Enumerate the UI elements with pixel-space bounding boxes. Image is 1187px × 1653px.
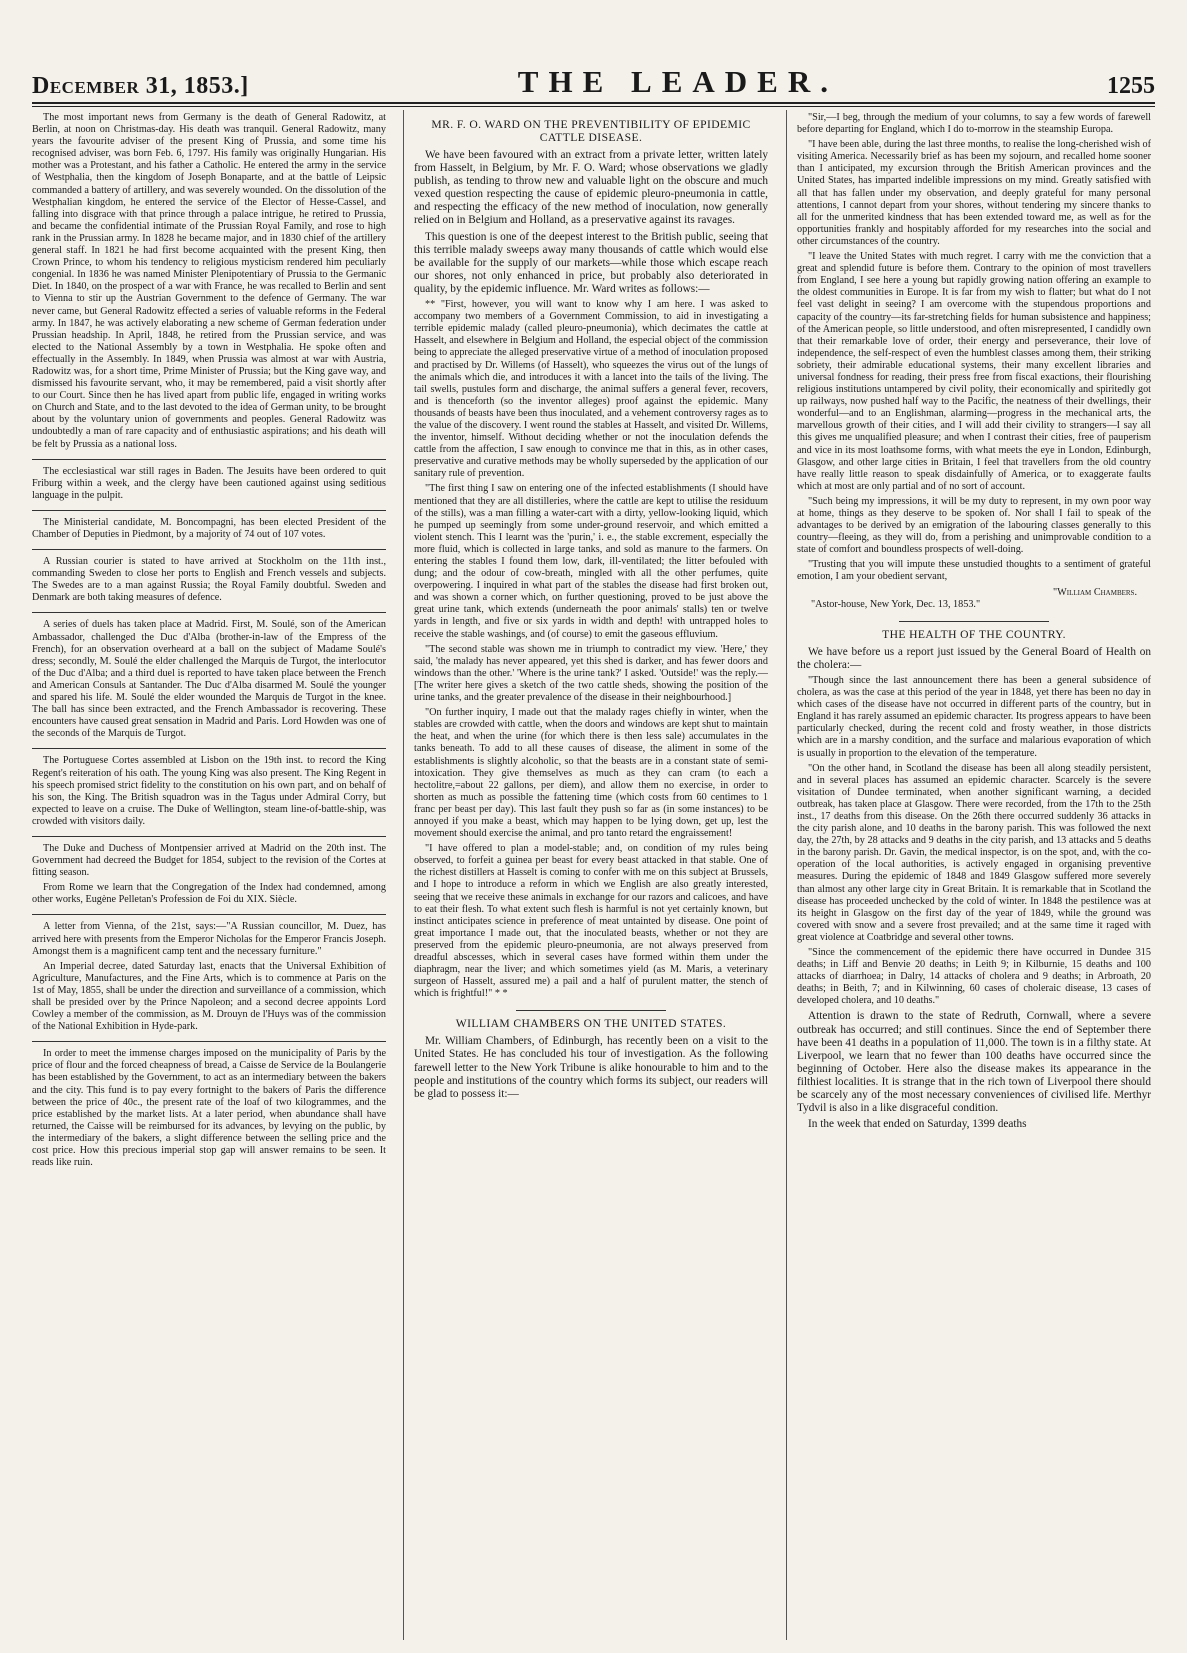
health-quote: "Since the commencement of the epidemic there have occurred in Dundee 315 deaths; in Liff and Benvie 20 deaths; in Leith 9; in Kilburnie, 15 deaths and 100 attacks of diarrhoea; in Dalry, 14 attacks of cholera and 9 deaths; in Arbroath, 20 deaths; in Beith, 7; and in Kilwinning, 60 cases of choleraic disease, 13 cases of developed cholera, and 10 deaths." — [797, 947, 1151, 1007]
section-divider — [899, 621, 1049, 622]
health-quote: "On the other hand, in Scotland the disease has been all along steadily persistent, and in several places has assumed an epidemic character. Scarcely is the severe visitation of Dundee terminated, when another significant warning, a decided outbreak, has taken place at Glasgow. There were recorded, from the 17th to the 25th inst., 17 deaths from this disease. On the 26th there occurred suddenly 36 attacks in the city parish alone, and 10 deaths in the barony parish. This was followed the next day, the 27th, by 28 attacks and 9 deaths in the city parish, and 13 attacks and 5 deaths in the barony parish. Dr. Gavin, the medical inspector, is on the spot, and, with the co-operation of the local authorities, is actively engaged in organising preventive measures. During the epidemic of 1848 and 1849 Glasgow suffered more severely than almost any other large city in Great Britain. It is remarkable that in Scotland the disease has proceeded unchecked by the cold of winter. In 1848 the pestilence was at its height in Glasgow on the first day of the year of 1849, while the ground was covered with snow and a severe frost prevailed; and at the same time it raged with great violence at Coatbridge and several other towns. — [797, 762, 1151, 943]
cattle-quote: "I have offered to plan a model-stable; and, on condition of my rules being observed, to forfeit a guinea per beast for every beast attacked in that stable. One of the richest distillers at Hasselt is coming to confer with me on this subject at Brussels, and I hope to introduce a reform in which we English are also greatly interested, seeing that we receive these animals in exchange for our razors and calicoes, and have to eat their flesh. To what extent such flesh is harmful is not yet certainly known, but instinct anticipates science in preference of meat untainted by disease. One point of great importance I made out, that the inoculated beasts, whether or not they are preserved from the epidemic pleuro-pneumonia, are not always preserved from dreadful abscesses, which in several cases have formed within them under the diaphragm, near the liver; and which sometimes yield (as M. Maris, a veterinary surgeon of Hasselt, assured me) a pail and a half of purulent matter, the stench of which is frightful!" * * — [414, 843, 768, 1000]
health-intro: We have before us a report just issued by the General Board of Health on the cholera:— — [797, 645, 1151, 671]
column-3 — [797, 112, 1151, 1637]
article-piedmont: The Ministerial candidate, M. Boncompagni, has been elected President of the Chamber of Deputies in Piedmont, by a majority of 74 out of 107 votes. — [32, 510, 386, 541]
health-paragraph: Attention is drawn to the state of Redruth, Cornwall, where a severe outbreak has occurred; and still continues. Since the end of September there have been 41 deaths in a population of 11,000. The town is in a filthy state. At Liverpool, we learn that no fewer than 100 deaths have occurred since the beginning of October. Here also the disease makes its appearance in the filthiest localities. It is strange that in the rich town of Liverpool there should be scarcely any of the most necessary conveniences of civilised life. Merthyr Tydvil is also in a like disgraceful condition. — [797, 1010, 1151, 1115]
column-2 — [414, 112, 768, 1637]
chambers-intro: Mr. William Chambers, of Edinburgh, has recently been on a visit to the United States. He has concluded his tour of investigation. As the following farewell letter to the New York Tribune is alike honourable to him and to the people and institutions of the country which forms its subject, our readers will be glad to possess it:— — [414, 1035, 768, 1100]
cattle-intro: We have been favoured with an extract from a private letter, written lately from Hasselt, in Belgium, by Mr. F. O. Ward; whose observations we gladly publish, as tending to throw new and valuable light on the obscure and much vexed question respecting the cause of epidemic pleuro-pneumonia in cattle, and respecting the efficacy of the new method of inoculation, now generally relied on in Belgium and Holland, as a preservative against its ravages. — [414, 149, 768, 227]
headline-cattle-disease: MR. F. O. WARD ON THE PREVENTIBILITY OF EPIDEMIC CATTLE DISEASE. — [431, 118, 751, 144]
cattle-paragraph: This question is one of the deepest interest to the British public, seeing that this terrible malady sweeps away many thousands of cattle which would else be available for the supply of our markets—while those which escape reach our shores, not only enhanced in price, but probably also deteriorated in quality, by the epidemic influence. Mr. Ward writes as follows:— — [414, 230, 768, 295]
health-paragraph: In the week that ended on Saturday, 1399 deaths — [808, 1118, 1027, 1131]
masthead — [32, 60, 1155, 100]
column-divider — [786, 110, 787, 1640]
article-stockholm: A Russian courier is stated to have arrived at Stockholm on the 11th inst., commanding Sweden to close her ports to English and French vessels and subjects. The Swedes are to a man against Russia; the Royal Family doubtful. Sweden and Denmark are both taking measures of defence. — [32, 549, 386, 604]
article-paris-bread: In order to meet the immense charges imposed on the municipality of Paris by the price of flour and the forced cheapness of bread, a Caisse de Service de la Boulangerie has been established by the Government, to act as an intermediary between the bakers and the city. This fund is to pay every fortnight to the bakers of Paris the difference between the price of 40c., the present rate of the loaf of two kilogrammes, and the price established by the market lists. At a later period, when abundance shall have returned, the Caisse will be reimbursed for its advances, by levying on the public, by the intermediary of the bakers, a slight difference between the selling price and the cost price. How this precious imperial stop gap will answer remains to be seen. It reads like ruin. — [32, 1041, 386, 1169]
page-number: 1255 — [1106, 73, 1155, 99]
cattle-quote: ** "First, however, you will want to know why I am here. I was asked to accompany two members of a Government Commission, to aid in investigating a terrible epidemic malady (called pleuro-pneumonia), which decimates the cattle at Hasselt, and elsewhere in Belgium and Holland, the especial object of the commission being to appreciate the alleged preservative virtue of a method of inoculation proposed and practised by Dr. Willems (of Hasselt), who squeezes the virus out of the lungs of the animals which die, and introduces it with a lancet into the tails of the living. The tail swells, pustules form and discharge, the animal suffers a general fever, recovers, and is thenceforth (so the inventor alleges) proof against the epidemic. Many thousands of beasts have been thus inoculated, and a vehement controversy rages as to the value of the discovery. I went round the stables at Hasselt, and visited Dr. Willems, the inventor, himself. Without deciding whether or not the inoculation defends the cattle from the affection, I saw enough to convince me that in this, as in other cases, preservative and curative methods may be wholly superseded by the application of our sanitary rule of prevention. — [414, 299, 768, 480]
headline-health: THE HEALTH OF THE COUNTRY. — [882, 627, 1066, 641]
cattle-quote: "The second stable was shown me in triumph to contradict my view. 'Here,' they said, 'the malady has never appeared, yet this shed is darker, and has fewer doors and windows than the other.' 'Where is the urine tank?' I asked. 'Outside!' was the reply.—[The writer here gives a sketch of the two cattle sheds, showing the position of the urine tanks, and the greater prevalence of the disease in their neighbourhood.] — [414, 643, 768, 704]
article-baden: The ecclesiastical war still rages in Baden. The Jesuits have been ordered to quit Friburg within a week, and the clergy have been cautioned against using seditious language in the pulpit. — [32, 459, 386, 502]
article-vienna: A letter from Vienna, of the 21st, says:—"A Russian councillor, M. Duez, has arrived here with presents from the Emperor Nicholas for the Emperor Francis Joseph. Amongst them is a magnificent camp tent and the necessary furniture." — [32, 914, 386, 957]
column-1 — [32, 112, 386, 1637]
article-radowitz: The most important news from Germany is the death of General Radowitz, at Berlin, at noon on Christmas-day. His death was tranquil. General Radowitz, many years the favourite adviser of the present King of Prussia, and some time his recognised adviser, was born Feb. 6, 1797. His family was originally Hungarian. His mother was a Protestant, and his father a Catholic. He entered the army in the service of Westphalia, then the kingdom of Joseph Bonaparte, and at the battle of Leipsic commanded a battery of artillery, and was severely wounded. On the dissolution of the Westphalian kingdom, he entered the service of the Elector of Hesse-Cassel, and falling into disgrace with that prince through a palace intrigue, he retired to Prussia, and became the confidential intimate of the Prussian Royal Family, and rose to high rank in the Prussian army. In 1828 he became major, and in 1830 chief of the artillery general staff. In 1821 he had first become acquainted with the present King, then Crown Prince, to whom his tendency to religious mysticism rendered him peculiarly congenial. In 1836 he was named Minister Plenipotentiary of Prussia to the Germanic Diet. In 1840, on the prospect of a war with France, he was recalled to Berlin and sent to Vienna to stir up the Austrian Government to the defence of Germany. The war never came, but General Radowitz effected a series of valuable reforms in the Federal army. In 1847, he was actively elaborating a new scheme of German federation under Prussian headship. In April, 1848, he retired from the Prussian service, and was elected to the National Assembly by a town in Westphalia. He spoke often and effectually in the Assembly. In 1849, when Prussia was almost at war with Austria, Radowitz was, for a short time, Prime Minister of Prussia; but the King gave way, and dismissed his favourite servant, who, it may be remembered, paid a visit shortly after to our Court. Since then he has lived apart from public life, engaged in writing works on Church and State, and to the last devoted to the idea of German unity, to be brought about by the voluntary union of governments and peoples. General Radowitz was undoubtedly a man of rare capacity and of enthusiastic aspirations; and his death will be felt by Prussia as a national loss. — [32, 112, 386, 450]
headline-chambers: WILLIAM CHAMBERS ON THE UNITED STATES. — [455, 1017, 727, 1031]
article-portuguese-cortes: The Portuguese Cortes assembled at Lisbon on the 19th inst. to record the King Regent's reiteration of his oath. The young King was also present. The King Regent in his speech promised strict fidelity to the constitution on his own part, and on behalf of his son, the King. The British squadron was in the Tagus under Admiral Corry, but expected to leave on a cruise. The Duke of Wellington, steam line-of-battle-ship, was crowded with visitors daily. — [32, 748, 386, 828]
cattle-quote: "On further inquiry, I made out that the malady rages chiefly in winter, when the stables are crowded with cattle, when the doors and windows are kept shut to maintain the heat, and when the urine (for which there is then less sale) accumulates in the tanks beneath. To add to all these causes of disease, the aliment in some of the establishments is slightly alcoholic, so that the beasts are in a constant state of semi-intoxication. They give themselves as much as they can cram (to each a hectolitre,=about 22 gallons, per diem), and allow them no exercise, in order to shorten as much as possible the fattening time (which costs from 60 centimes to 1 franc per beast per day). This last fault they push so far as (in some instances) to be annoyed if you make a beast, which may happen to be lying down, get up, lest the movement should exercise the animal, and pro tanto retard the engraissement! — [414, 707, 768, 840]
letter-paragraph: "I have been able, during the last three months, to realise the long-cherished wish of visiting America. Necessarily brief as has been my sojourn, and recalled home sooner than I anticipated, my excursion through the British American provinces and the United States, has imparted indelible impressions on my mind. Greatly satisfied with all that has fallen under my observation, and deeply grateful for many personal attentions, I cannot depart from your shores, without tendering my sincere thanks to all for the unmerited kindness that has been extended toward me, as well as for the opportunities frankly and hospitably afforded for my researches into the social and other circumstances of the country. — [797, 139, 1151, 247]
cattle-quote: "The first thing I saw on entering one of the infected establishments (I should have mentioned that they are all distilleries, where the cattle are kept to utilise the residuum of the stills), was a man filling a water-cart with a dirty, yellow-looking liquid, which he pumped up seemingly from some under-ground reservoir, and which emitted a violent stench. This I learnt was the 'purin,' i. e., the stable excrement, especially the more fluid, which is collected in large tanks, and sold as manure to the farmers. On entering the stables I found them low, dark, ill-ventilated; the litter befouled with dung; and the odour of cow-breath, mingled with all the other perfumes, quite overpowering. I inquired in what part of the stables the disease had first broken out, and was shown a corner which, on further questioning, proved to be just above the great urine tank, which extends (underneath the poor animals' stalls) ten or twelve yards in length, and five or six yards in width and depth! with untrapped holes to receive the stable washings, and (of course) to emit the gaseous effluvium. — [414, 483, 768, 640]
article-exhibition-decree: An Imperial decree, dated Saturday last, enacts that the Universal Exhibition of Agriculture, Manufactures, and the Fine Arts, which is to commence at Paris on the 1st of May, 1855, shall be under the direction and surveillance of a commission, which shall be presided over by the Prince Napoleon; and a second decree appoints Lord Cowley a member of the commission, as M. Drouyn de l'Huys was of the commission of the National Exhibition in Hyde-park. — [32, 960, 386, 1033]
letter-signature: "William Chambers. — [1053, 586, 1137, 598]
masthead-rule-thick — [32, 102, 1155, 104]
health-quote: "Though since the last announcement there has been a general subsidence of cholera, as was the case at this period of the year in 1848, yet there has been no day in which cases of the disease have not occurred in different parts of the country, but in England it has rarely assumed an epidemic character. Its progress appears to have been particularly checked, during the recent cold and frosty weather, in those districts which are in a marshy condition, and the surface and malarious evaporation of which is usually in proportion to the elevation of the temperature. — [797, 674, 1151, 759]
article-madrid-duels: A series of duels has taken place at Madrid. First, M. Soulé, son of the American Ambassador, challenged the Duc d'Alba (brother-in-law of the Empress of the French), for an observation overheard at a ball on the subject of Madame Soulé's dress; secondly, M. Soulé the elder challenged the Marquis de Turgot, the interlocutor of the Duc d'Alba; and a third duel is reported to have taken place between the French and American Consuls at Santander. The Duc d'Alba disarmed M. Soulé the younger and spared his life. M. Soulé the elder wounded the Marquis de Turgot in the knee. The ball has since been extracted, and the French Ambassador is recovering. These encounters have caused great sensation in Madrid and Paris. Lord Howden was one of the seconds of the Marquis de Turgot. — [32, 612, 386, 740]
column-divider — [403, 110, 404, 1640]
section-divider — [516, 1010, 666, 1011]
letter-paragraph: "Such being my impressions, it will be my duty to represent, in my own poor way at home, things as they deserve to be spoken of. Nor shall I fail to speak of the advantages to be derived by an emigration of the labouring classes generally to this country—fleeing, as they will do, from a perishing and unimprovable condition to a state of comfort and boundless prospects of well-doing. — [797, 495, 1151, 556]
issue-date: December 31, 1853.] — [32, 73, 249, 99]
article-rome-index: From Rome we learn that the Congregation of the Index had condemned, among other works, Eugène Pelletan's Profession de Foi du XIX. Siècle. — [32, 882, 386, 906]
article-montpensier: The Duke and Duchess of Montpensier arrived at Madrid on the 20th inst. The Government had decreed the Budget for 1854, subject to the revision of the Cortes at fitting season. — [32, 836, 386, 879]
letter-paragraph: "Trusting that you will impute these unstudied thoughts to a sentiment of grateful emotion, I am your obedient servant, — [797, 559, 1151, 583]
letter-paragraph: "I leave the United States with much regret. I carry with me the conviction that a great and splendid future is before them. Contrary to the opinion of most travellers from England, I see here a young but rapidly growing nation offering an example to the oldest communities in Europe. It is far from my wish to flatter; but what do I not feel vast delight in seeing? I am overcome with the stupendous proportions and capacity of the country—its far-stretching fields for human subsistence and happiness; of the American people, so little understood, and often misrepresented, I candidly own that their remarkable love of order, their energy and perseverance, their love of independence, the self-respect of even the humblest classes among them, their striking sobriety, their admirable educational systems, their many excellent libraries and universal fondness for reading, their press free from fiscal exactions, their flourishing religious institutions untampered by civil polity, their economically and spiritedly got up railways, now pushed half way to the Pacific, the neatness of their dwellings, their wonderful—and to an Englishman, alarming—progress in the mechanical arts, the marvellous growth of their cities, and I will add their civility to strangers—I say all this gives me unqualified pleasure; and when I contrast their cities, free of pauperism and vice in its most loathsome forms, with what meets the eye in London, Edinburgh, Glasgow, and other large cities in Britain, I feel that travellers from the old country have really little reason to speak disdainfully of America, or to exaggerate faults which at most are only partial and of no sort of account. — [797, 251, 1151, 492]
masthead-rule-thin — [32, 106, 1155, 107]
letter-address: "Astor-house, New York, Dec. 13, 1853." — [811, 598, 981, 610]
letter-paragraph: "Sir,—I beg, through the medium of your columns, to say a few words of farewell before departing for England, which I do to-morrow in the steamship Europa. — [797, 112, 1151, 136]
newspaper-title: THE LEADER. — [517, 64, 838, 99]
